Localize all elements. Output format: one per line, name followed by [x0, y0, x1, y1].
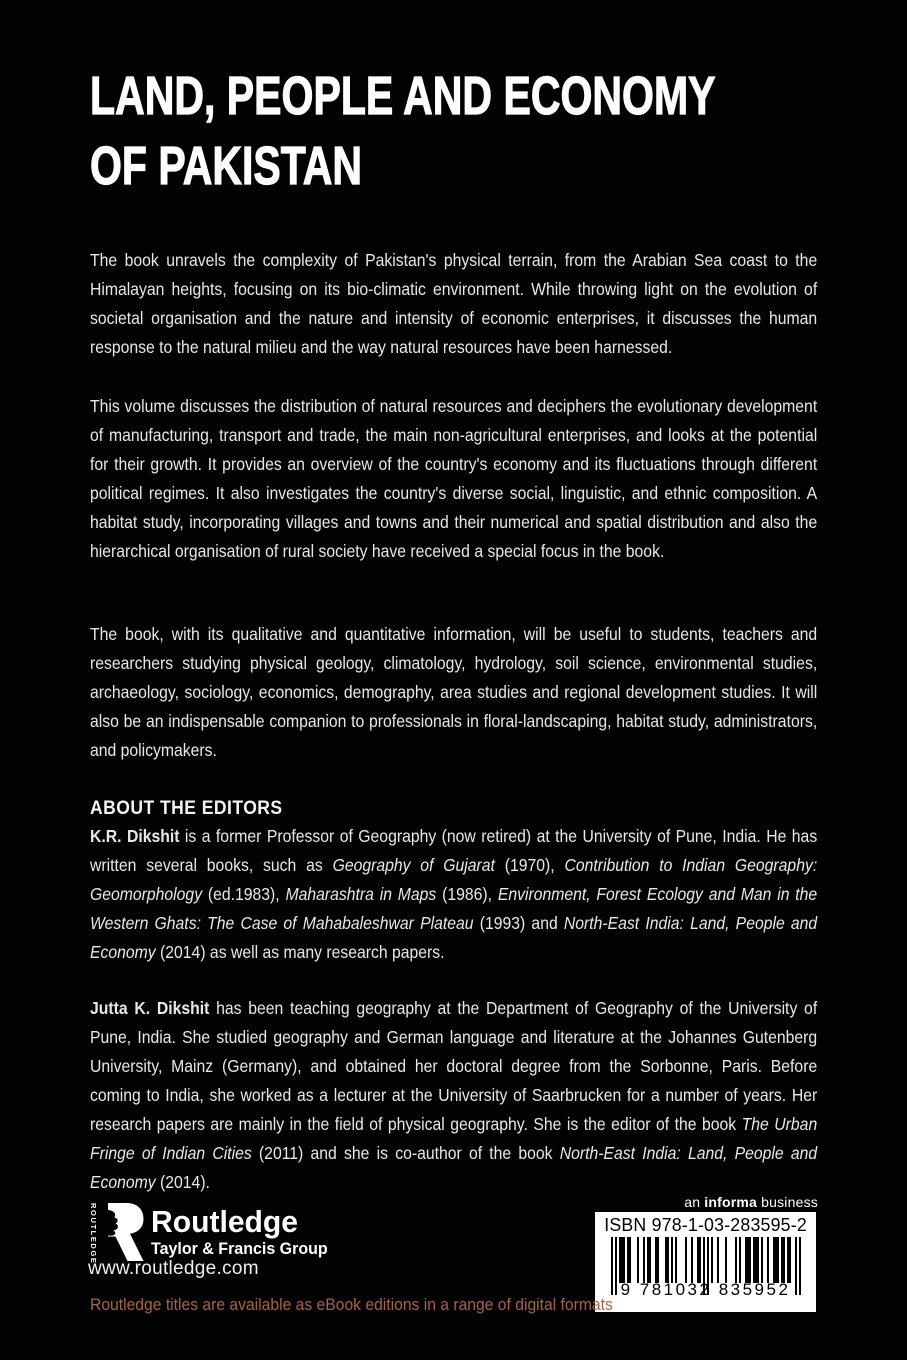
editor-bio-kr-dikshit-text: K.R. Dikshit is a former Professor of Geography (now retired) at the University of Pune, India. He has written several books, such as Geography of Gujarat (1970), Contribution to Indian Geography: Geomorphology (ed.1983), Maharashtra in Maps (1986), Environment, Forest Ecology and Man in the Western Ghats: The Case of Mahabaleshwar Plateau (1993) and North-East India: Land, People and Economy (2014) as well as many research papers. — [90, 826, 818, 962]
informa-bold: informa — [704, 1194, 758, 1210]
ebook-availability-note: Routledge titles are available as eBook editions in a range of digital formats — [90, 1296, 613, 1314]
editor-bio-jutta-dikshit-text: Jutta K. Dikshit has been teaching geography at the Department of Geography of the University of Pune, India. She studied geography and German language and literature at the Johannes Gutenberg University, Mainz (Germany), and obtained her doctoral degree from the Sorbonne, Paris. Before coming to India, she worked as a lecturer at the University of Saarbrucken for a number of years. Her research papers are mainly in the field of physical geography. She is the editor of the book The Urban Fringe of Indian Cities (2011) and she is co-author of the book North-East India: Land, People and Economy (2014). — [90, 998, 818, 1192]
informa-prefix: an — [684, 1194, 705, 1210]
synopsis-paragraph-2-text: This volume discusses the distribution of natural resources and deciphers the evolutionary development of manufacturing, transport and trade, the main non-agricultural enterprises, and looks at the potential for their growth. It provides an overview of the country's economy and its fluctuations through different political regimes. It also investigates the country's diverse social, linguistic, and ethnic composition. A habitat study, incorporating villages and towns and their numerical and spatial distribution and also the hierarchical organisation of rural society have received a special focus in the book. — [90, 396, 818, 561]
synopsis-paragraph-2 — [90, 392, 898, 566]
taylor-francis-tagline: Taylor & Francis Group — [151, 1240, 328, 1258]
synopsis-paragraph-3 — [90, 620, 898, 765]
barcode-digits: 9 781032 835952 — [620, 1280, 791, 1299]
book-title-line2: OF PAKISTAN — [90, 136, 363, 196]
routledge-head-icon — [107, 1203, 144, 1261]
informa-suffix: business — [757, 1194, 818, 1210]
isbn-barcode-panel — [595, 1212, 816, 1312]
routledge-logo-text — [151, 1206, 333, 1259]
synopsis-paragraph-3-text: The book, with its qualitative and quantitative information, will be useful to students, teachers and researchers studying physical geology, climatology, hydrology, soil science, environmental studies, archaeology, sociology, economics, demography, area studies and regional development studies. It will also be an indispensable companion to professionals in floral-landscaping, habitat study, administrators, and policymakers. — [90, 624, 818, 760]
routledge-vertical-wordmark: ROUTLEDGE — [89, 1203, 98, 1265]
routledge-logo — [87, 1203, 333, 1265]
isbn-number-label: ISBN 978-1-03-283595-2 — [604, 1214, 807, 1235]
routledge-logo-name: Routledge — [151, 1204, 299, 1239]
synopsis-paragraph-1 — [90, 246, 898, 362]
book-title — [90, 61, 716, 201]
informa-business-line — [684, 1194, 818, 1210]
about-editors-heading: ABOUT THE EDITORS — [90, 797, 283, 819]
editor-bio-kr-dikshit — [90, 822, 898, 967]
website-url: www.routledge.com — [88, 1258, 259, 1279]
book-title-line1: LAND, PEOPLE AND ECONOMY — [90, 66, 716, 126]
synopsis-paragraph-1-text: The book unravels the complexity of Pakistan's physical terrain, from the Arabian Sea coast to the Himalayan heights, focusing on its bio-climatic environment. While throwing light on the evolution of societal organisation and the nature and intensity of economic enterprises, it discusses the human response to the natural milieu and the way natural resources have been harnessed. — [90, 250, 818, 357]
editor-bio-jutta-dikshit — [90, 994, 898, 1197]
